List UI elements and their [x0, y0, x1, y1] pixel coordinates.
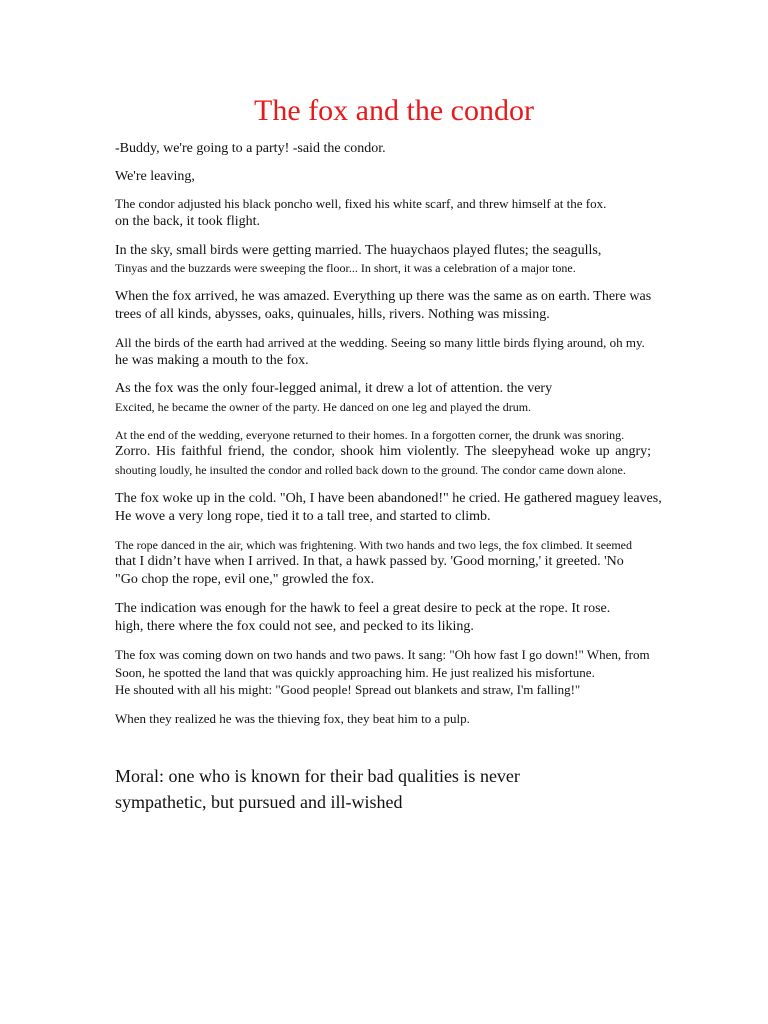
text-line: that I didn’t have when I arrived. In that, a hawk passed by. 'Good morning,' it greeted. 'No — [115, 554, 624, 569]
text-line: -Buddy, we're going to a party! -said the condor. — [115, 141, 386, 156]
text-line: The fox woke up in the cold. "Oh, I have been abandoned!" he cried. He gathered maguey leaves, — [115, 491, 662, 506]
text-line: he was making a mouth to the fox. — [115, 353, 309, 368]
text-line: Excited, he became the owner of the party. He danced on one leg and played the drum. — [115, 400, 532, 414]
text-line: Tinyas and the buzzards were sweeping the floor... In short, it was a celebration of a major tone. — [115, 261, 576, 275]
text-line: Soon, he spotted the land that was quickly approaching him. He just realized his misfortune. — [115, 665, 595, 680]
text-line: He shouted with all his might: "Good people! Spread out blankets and straw, I'm falling!" — [115, 682, 581, 697]
text-line: He wove a very long rope, tied it to a tall tree, and started to climb. — [115, 509, 491, 524]
text-line: At the end of the wedding, everyone returned to their homes. In a forgotten corner, the drunk was snoring. — [115, 428, 625, 442]
text-line: The rope danced in the air, which was frightening. With two hands and two legs, the fox climbed. It seemed — [115, 538, 633, 552]
text-line: As the fox was the only four-legged animal, it drew a lot of attention. the very — [115, 381, 553, 396]
text-line: The condor adjusted his black poncho well, fixed his white scarf, and threw himself at the fox. — [115, 196, 607, 211]
text-line: The fox was coming down on two hands and two paws. It sang: "Oh how fast I go down!" When, from — [115, 647, 650, 662]
text-line: on the back, it took flight. — [115, 214, 261, 229]
text-line: In the sky, small birds were getting married. The huaychaos played flutes; the seagulls, — [115, 243, 602, 258]
text-line: "Go chop the rope, evil one," growled the fox. — [115, 572, 375, 587]
text-line: The indication was enough for the hawk to feel a great desire to peck at the rope. It rose. — [115, 601, 611, 616]
text-line: When the fox arrived, he was amazed. Everything up there was the same as on earth. There was — [115, 289, 652, 304]
text-line: trees of all kinds, abysses, oaks, quinuales, hills, rivers. Nothing was missing. — [115, 307, 550, 322]
text-line: When they realized he was the thieving fox, they beat him to a pulp. — [115, 711, 470, 726]
text-line: high, there where the fox could not see, and pecked to its liking. — [115, 619, 474, 634]
text-line: All the birds of the earth had arrived at the wedding. Seeing so many little birds flying around, oh my. — [115, 335, 645, 350]
moral-line: Moral: one who is known for their bad qualities is never — [115, 766, 520, 786]
page-title: The fox and the condor — [254, 94, 534, 127]
text-line: We're leaving, — [115, 169, 195, 184]
text-line: Zorro. His faithful friend, the condor, shook him violently. The sleepyhead woke up angry; — [115, 444, 651, 459]
moral-line: sympathetic, but pursued and ill-wished — [115, 792, 403, 812]
text-line: shouting loudly, he insulted the condor and rolled back down to the ground. The condor came down alone. — [115, 463, 626, 477]
